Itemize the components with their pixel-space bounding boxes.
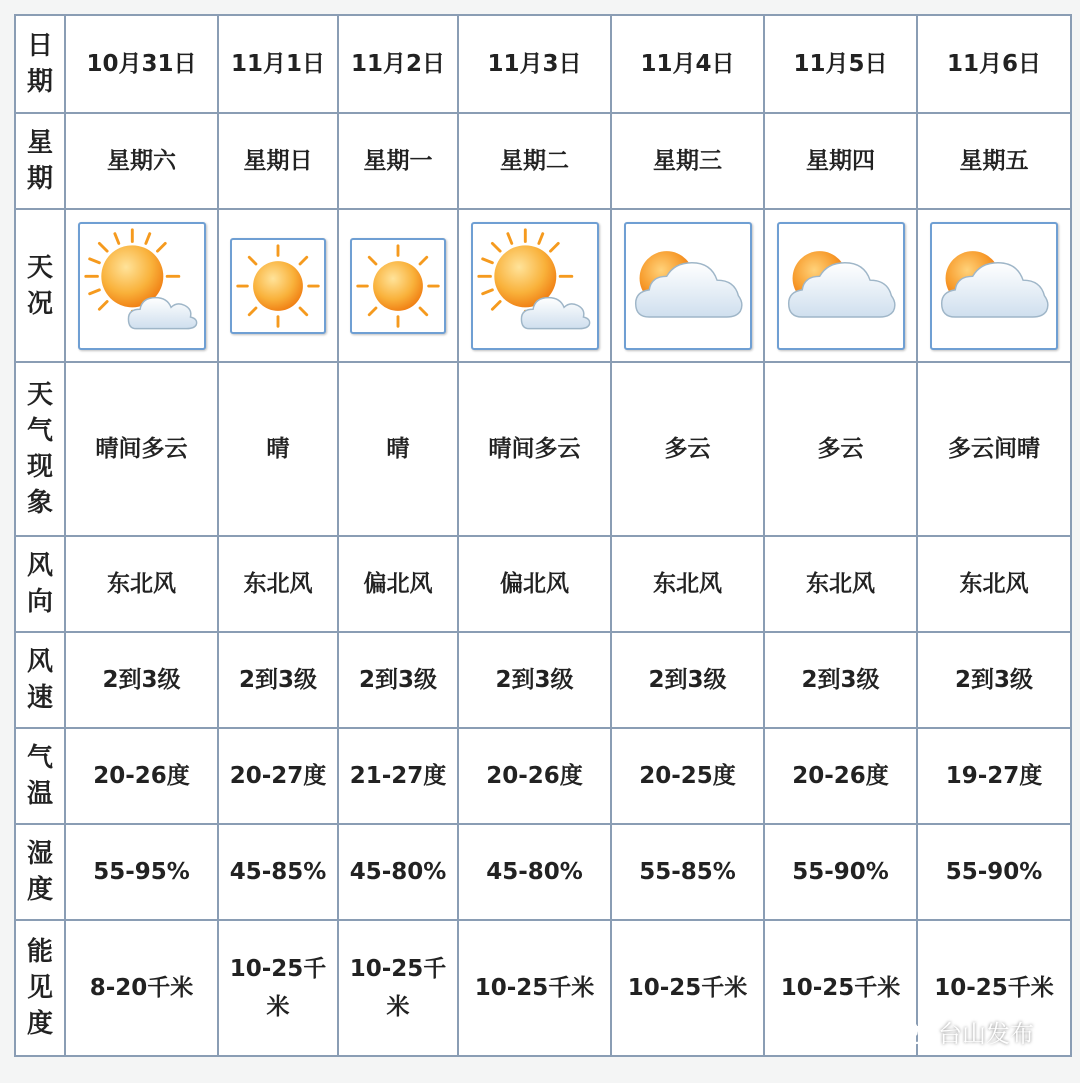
wind-dir-cell: 东北风: [764, 536, 917, 632]
weather-row: [15, 362, 1071, 536]
weather-cell: 多云间晴: [917, 362, 1071, 536]
sky-cell: [218, 209, 338, 362]
weekday-cell: 星期日: [218, 113, 338, 209]
cloud-svg: [779, 224, 903, 348]
date-cell: 11月4日: [611, 15, 764, 113]
visibility-cell: 10-25千米: [611, 920, 764, 1056]
humidity-row: [15, 824, 1071, 920]
weather-cell: 多云: [764, 362, 917, 536]
visibility-cell: 10-25千米: [764, 920, 917, 1056]
row-label-text: 星期: [26, 128, 53, 194]
watermark-text: 台山发布: [938, 1020, 1034, 1048]
wind-speed-cell: 2到3级: [65, 632, 218, 728]
forecast-table: [14, 14, 1072, 1057]
temperature-cell: 20-26度: [65, 728, 218, 824]
visibility-cell: 10-25千米: [917, 920, 1071, 1056]
visibility-cell: [218, 920, 338, 1056]
weather-cell: 晴: [338, 362, 458, 536]
cloud-svg: [932, 224, 1056, 348]
row-label-text: 天况: [26, 252, 53, 319]
weather-cell: 晴间多云: [458, 362, 611, 536]
row-label-humidity: [15, 824, 65, 920]
temperature-cell: 20-26度: [764, 728, 917, 824]
sun-icon: [230, 238, 326, 334]
row-label-weather: [15, 362, 65, 536]
row-label-weekday: [15, 113, 65, 209]
humidity-cell: 45-80%: [458, 824, 611, 920]
weekday-cell: 星期三: [611, 113, 764, 209]
sun-cloud-svg: [80, 224, 204, 348]
row-label-text: 风向: [26, 551, 53, 617]
sun-icon: [350, 238, 446, 334]
wind-dir-cell: 东北风: [218, 536, 338, 632]
cloud-icon: [777, 222, 905, 350]
row-label-wind-dir: [15, 536, 65, 632]
sky-cell: [764, 209, 917, 362]
sun-svg: [232, 240, 324, 332]
row-label-text: 气温: [26, 743, 53, 809]
wind-speed-row: [15, 632, 1071, 728]
sky-cell: [611, 209, 764, 362]
wind-speed-cell: 2到3级: [338, 632, 458, 728]
wind-dir-cell: 东北风: [611, 536, 764, 632]
wind-dir-cell: 东北风: [65, 536, 218, 632]
visibility-cell: 10-25千米: [458, 920, 611, 1056]
humidity-cell: 45-85%: [218, 824, 338, 920]
date-cell: 11月3日: [458, 15, 611, 113]
row-label-text: 湿度: [26, 839, 53, 905]
temperature-cell: 21-27度: [338, 728, 458, 824]
sun-cloud-svg: [473, 224, 597, 348]
date-cell: 10月31日: [65, 15, 218, 113]
cloud-icon: [930, 222, 1058, 350]
humidity-cell: 55-85%: [611, 824, 764, 920]
weekday-cell: 星期五: [917, 113, 1071, 209]
weekday-cell: 星期二: [458, 113, 611, 209]
date-cell: 11月2日: [338, 15, 458, 113]
weekday-cell: 星期六: [65, 113, 218, 209]
sky-row: [15, 209, 1071, 362]
row-label-text: 日期: [26, 31, 53, 97]
humidity-cell: 55-90%: [764, 824, 917, 920]
sky-cell: [338, 209, 458, 362]
watermark: [890, 1014, 1034, 1049]
row-label-visibility: [15, 920, 65, 1056]
weather-cell: 晴间多云: [65, 362, 218, 536]
row-label-temperature: [15, 728, 65, 824]
cloud-icon: [624, 222, 752, 350]
wind-dir-cell: 偏北风: [338, 536, 458, 632]
weather-cell: 多云: [611, 362, 764, 536]
visibility-text: 10-25千米: [349, 956, 447, 1020]
wind-speed-cell: 2到3级: [458, 632, 611, 728]
date-cell: 11月1日: [218, 15, 338, 113]
date-cell: 11月6日: [917, 15, 1071, 113]
date-row: [15, 15, 1071, 113]
row-label-text: 能见度: [26, 937, 53, 1039]
temperature-cell: 20-27度: [218, 728, 338, 824]
row-label-date: [15, 15, 65, 113]
temperature-cell: 19-27度: [917, 728, 1071, 824]
sky-cell: [917, 209, 1071, 362]
temperature-cell: 20-25度: [611, 728, 764, 824]
forecast-wrapper: [14, 14, 1070, 1062]
wind-speed-cell: 2到3级: [764, 632, 917, 728]
weather-cell: 晴: [218, 362, 338, 536]
sun-cloud-icon: [78, 222, 206, 350]
wechat-icon: [890, 1017, 930, 1047]
weekday-cell: 星期四: [764, 113, 917, 209]
row-label-wind-speed: [15, 632, 65, 728]
wind-speed-cell: 2到3级: [917, 632, 1071, 728]
wind-dir-cell: 东北风: [917, 536, 1071, 632]
humidity-cell: 45-80%: [338, 824, 458, 920]
row-label-text: 风速: [26, 647, 53, 713]
humidity-cell: 55-90%: [917, 824, 1071, 920]
weekday-row: [15, 113, 1071, 209]
row-label-text: 天气现象: [26, 380, 53, 518]
wind-dir-row: [15, 536, 1071, 632]
sun-cloud-icon: [471, 222, 599, 350]
cloud-svg: [626, 224, 750, 348]
visibility-cell: [338, 920, 458, 1056]
date-cell: 11月5日: [764, 15, 917, 113]
weekday-cell: 星期一: [338, 113, 458, 209]
sky-cell: [65, 209, 218, 362]
temperature-cell: 20-26度: [458, 728, 611, 824]
wind-speed-cell: 2到3级: [218, 632, 338, 728]
sky-cell: [458, 209, 611, 362]
temperature-row: [15, 728, 1071, 824]
humidity-cell: 55-95%: [65, 824, 218, 920]
row-label-sky: [15, 209, 65, 362]
wind-dir-cell: 偏北风: [458, 536, 611, 632]
sun-svg: [352, 240, 444, 332]
visibility-text: 10-25千米: [229, 956, 327, 1020]
wind-speed-cell: 2到3级: [611, 632, 764, 728]
visibility-cell: 8-20千米: [65, 920, 218, 1056]
